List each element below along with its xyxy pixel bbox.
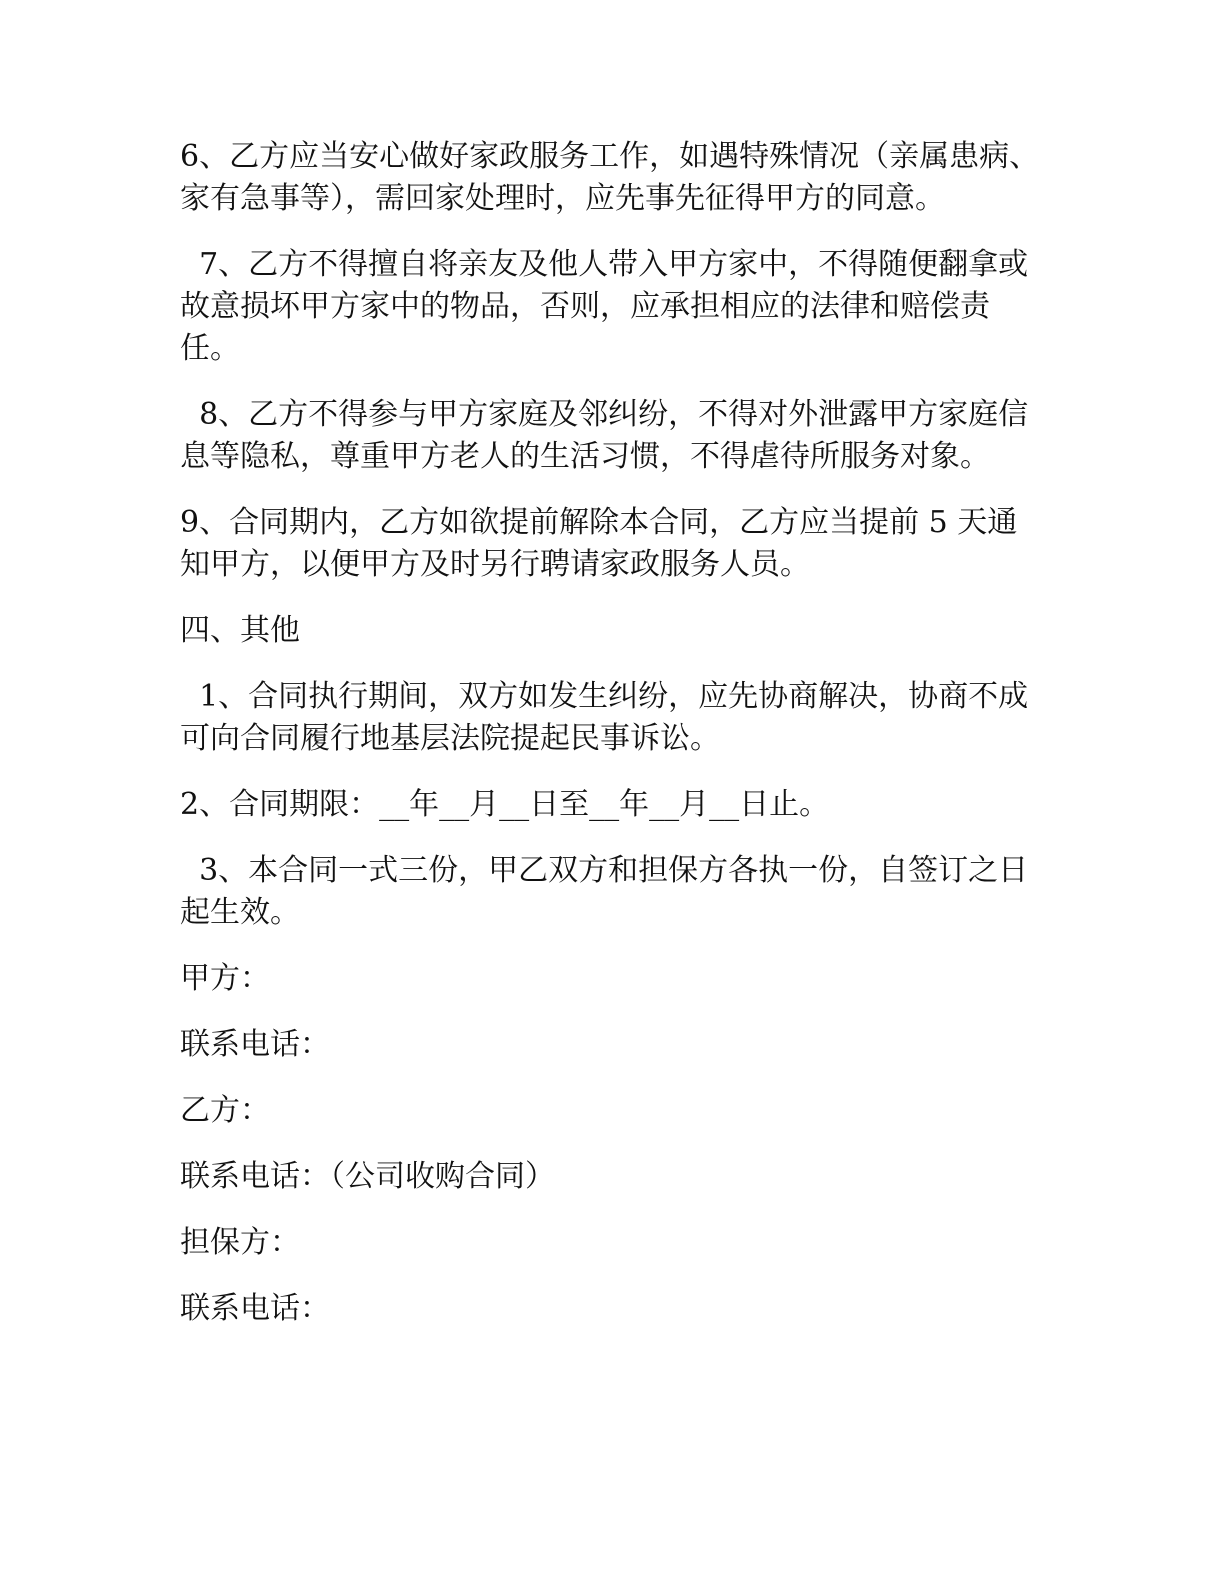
other-clause-1: 1、合同执行期间，双方如发生纠纷，应先协商解决，协商不成可向合同履行地基层法院提起民事诉讼。 [180, 679, 1029, 756]
clause-6: 6、乙方应当安心做好家政服务工作，如遇特殊情况（亲属患病、家有急事等），需回家处理时，应先事先征得甲方的同意。 [180, 139, 1040, 216]
section-heading-other: 四、其他 [180, 613, 300, 648]
other-clause-2: 2、合同期限：__年__月__日至__年__月__日止。 [180, 787, 830, 822]
document-body [180, 136, 1040, 1354]
clause-8: 8、乙方不得参与甲方家庭及邻纠纷，不得对外泄露甲方家庭信息等隐私，尊重甲方老人的生活习惯，不得虐待所服务对象。 [180, 397, 1029, 474]
party-b-label: 乙方： [180, 1093, 270, 1128]
party-b-phone-label: 联系电话：（公司收购合同） [180, 1159, 555, 1194]
guarantor-phone-label: 联系电话： [180, 1291, 330, 1326]
other-clause-3: 3、本合同一式三份，甲乙双方和担保方各执一份，自签订之日起生效。 [180, 853, 1029, 930]
guarantor-label: 担保方： [180, 1225, 300, 1260]
clause-9: 9、合同期内，乙方如欲提前解除本合同，乙方应当提前 5 天通知甲方，以便甲方及时另行聘请家政服务人员。 [180, 505, 1018, 582]
party-a-label: 甲方： [180, 961, 270, 996]
clause-7: 7、乙方不得擅自将亲友及他人带入甲方家中，不得随便翻拿或故意损坏甲方家中的物品，否则，应承担相应的法律和赔偿责任。 [180, 247, 1029, 366]
party-a-phone-label: 联系电话： [180, 1027, 330, 1062]
